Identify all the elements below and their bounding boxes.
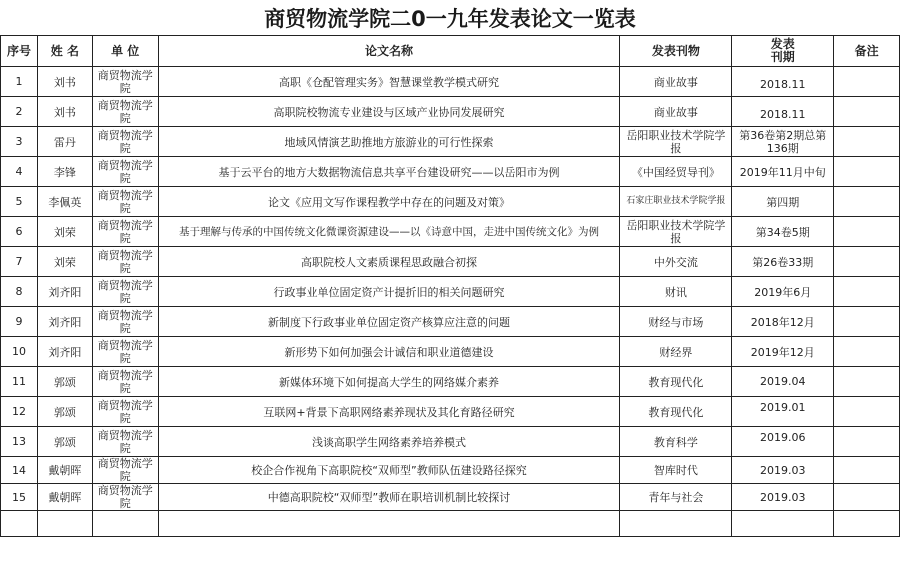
cell-name: 郭颂	[37, 367, 92, 397]
cell-period: 2018.11	[732, 97, 834, 127]
table-row	[1, 157, 900, 187]
cell-unit: 商贸物流学院	[92, 187, 158, 217]
cell-name: 李锋	[37, 157, 92, 187]
cell-name: 刘书	[37, 67, 92, 97]
cell-journal: 青年与社会	[620, 484, 732, 511]
cell-period: 2019年12月	[732, 337, 834, 367]
cell-journal: 商业故事	[620, 97, 732, 127]
cell-no: 11	[1, 367, 38, 397]
empty-cell	[37, 511, 92, 537]
header-journal: 发表刊物	[620, 36, 732, 67]
header-period-line1: 发表	[770, 37, 795, 51]
cell-paper: 高职院校人文素质课程思政融合初探	[158, 247, 620, 277]
cell-journal: 石家庄职业技术学院学报	[620, 187, 732, 217]
cell-unit: 商贸物流学院	[92, 67, 158, 97]
cell-name: 刘齐阳	[37, 337, 92, 367]
table-row	[1, 277, 900, 307]
cell-unit: 商贸物流学院	[92, 127, 158, 157]
cell-journal: 智库时代	[620, 457, 732, 484]
cell-name: 戴朝晖	[37, 457, 92, 484]
cell-period: 2018.11	[732, 67, 834, 97]
cell-no: 7	[1, 247, 38, 277]
cell-unit: 商贸物流学院	[92, 157, 158, 187]
cell-period: 2019.01	[732, 397, 834, 427]
table-row	[1, 457, 900, 484]
table-row	[1, 97, 900, 127]
table-row	[1, 217, 900, 247]
page-title: 商贸物流学院二0一九年发表论文一览表	[264, 7, 636, 31]
empty-cell	[620, 511, 732, 537]
empty-cell	[158, 511, 620, 537]
cell-no: 6	[1, 217, 38, 247]
cell-name: 刘齐阳	[37, 277, 92, 307]
cell-unit: 商贸物流学院	[92, 277, 158, 307]
cell-unit: 商贸物流学院	[92, 367, 158, 397]
cell-journal: 岳阳职业技术学院学报	[620, 217, 732, 247]
cell-remark	[834, 187, 900, 217]
empty-cell	[834, 511, 900, 537]
table-row	[1, 337, 900, 367]
cell-no: 10	[1, 337, 38, 367]
cell-unit: 商贸物流学院	[92, 484, 158, 511]
cell-no: 3	[1, 127, 38, 157]
cell-remark	[834, 367, 900, 397]
cell-period: 2019.03	[732, 484, 834, 511]
cell-journal: 岳阳职业技术学院学报	[620, 127, 732, 157]
cell-paper: 新形势下如何加强会计诚信和职业道德建设	[158, 337, 620, 367]
cell-unit: 商贸物流学院	[92, 217, 158, 247]
table-row	[1, 427, 900, 457]
cell-remark	[834, 157, 900, 187]
cell-paper: 高职院校物流专业建设与区域产业协同发展研究	[158, 97, 620, 127]
table-row	[1, 307, 900, 337]
cell-remark	[834, 217, 900, 247]
cell-unit: 商贸物流学院	[92, 427, 158, 457]
table-row	[1, 67, 900, 97]
cell-paper: 行政事业单位固定资产计提折旧的相关问题研究	[158, 277, 620, 307]
cell-journal: 财经与市场	[620, 307, 732, 337]
header-period	[732, 36, 834, 67]
cell-remark	[834, 484, 900, 511]
cell-period: 第四期	[732, 187, 834, 217]
cell-name: 刘荣	[37, 217, 92, 247]
cell-period: 2019.06	[732, 427, 834, 457]
cell-period: 2018年12月	[732, 307, 834, 337]
cell-period: 第34卷5期	[732, 217, 834, 247]
cell-remark	[834, 427, 900, 457]
table-row	[1, 397, 900, 427]
cell-no: 14	[1, 457, 38, 484]
empty-cell	[92, 511, 158, 537]
cell-paper: 基于云平台的地方大数据物流信息共享平台建设研究——以岳阳市为例	[158, 157, 620, 187]
cell-name: 雷丹	[37, 127, 92, 157]
cell-paper: 基于理解与传承的中国传统文化微课资源建设——以《诗意中国，走进中国传统文化》为例	[158, 217, 620, 247]
cell-no: 9	[1, 307, 38, 337]
cell-journal: 教育现代化	[620, 397, 732, 427]
cell-remark	[834, 97, 900, 127]
cell-no: 2	[1, 97, 38, 127]
cell-period: 2019年11月中旬	[732, 157, 834, 187]
cell-no: 13	[1, 427, 38, 457]
papers-table	[0, 35, 900, 537]
table-row	[1, 367, 900, 397]
cell-unit: 商贸物流学院	[92, 397, 158, 427]
cell-period: 2019.03	[732, 457, 834, 484]
cell-remark	[834, 307, 900, 337]
cell-remark	[834, 457, 900, 484]
cell-no: 5	[1, 187, 38, 217]
cell-paper: 校企合作视角下高职院校“双师型”教师队伍建设路径探究	[158, 457, 620, 484]
cell-no: 15	[1, 484, 38, 511]
cell-remark	[834, 247, 900, 277]
cell-paper: 新制度下行政事业单位固定资产核算应注意的问题	[158, 307, 620, 337]
cell-name: 李佩英	[37, 187, 92, 217]
cell-unit: 商贸物流学院	[92, 307, 158, 337]
cell-paper: 地域风情演艺助推地方旅游业的可行性探索	[158, 127, 620, 157]
cell-remark	[834, 67, 900, 97]
cell-remark	[834, 337, 900, 367]
cell-no: 1	[1, 67, 38, 97]
cell-no: 12	[1, 397, 38, 427]
header-row	[1, 36, 900, 67]
cell-name: 刘齐阳	[37, 307, 92, 337]
header-name: 姓 名	[37, 36, 92, 67]
header-no: 序号	[1, 36, 38, 67]
empty-row	[1, 511, 900, 537]
cell-paper: 中德高职院校“双师型”教师在职培训机制比较探讨	[158, 484, 620, 511]
header-unit: 单 位	[92, 36, 158, 67]
cell-journal: 财经界	[620, 337, 732, 367]
empty-cell	[732, 511, 834, 537]
cell-unit: 商贸物流学院	[92, 337, 158, 367]
cell-unit: 商贸物流学院	[92, 457, 158, 484]
cell-name: 刘书	[37, 97, 92, 127]
cell-paper: 互联网+背景下高职网络素养现状及其化育路径研究	[158, 397, 620, 427]
cell-unit: 商贸物流学院	[92, 97, 158, 127]
table-row	[1, 187, 900, 217]
cell-paper: 新媒体环境下如何提高大学生的网络媒介素养	[158, 367, 620, 397]
table-row	[1, 484, 900, 511]
cell-journal: 中外交流	[620, 247, 732, 277]
cell-period: 2019年6月	[732, 277, 834, 307]
cell-name: 戴朝晖	[37, 484, 92, 511]
header-paper: 论文名称	[158, 36, 620, 67]
cell-period: 第36卷第2期总第136期	[732, 127, 834, 157]
cell-name: 刘荣	[37, 247, 92, 277]
cell-paper: 论文《应用文写作课程教学中存在的问题及对策》	[158, 187, 620, 217]
cell-remark	[834, 127, 900, 157]
cell-remark	[834, 277, 900, 307]
table-row	[1, 127, 900, 157]
cell-name: 郭颂	[37, 397, 92, 427]
cell-journal: 教育现代化	[620, 367, 732, 397]
header-remark: 备注	[834, 36, 900, 67]
cell-unit: 商贸物流学院	[92, 247, 158, 277]
empty-cell	[1, 511, 38, 537]
cell-journal: 财讯	[620, 277, 732, 307]
cell-period: 第26卷33期	[732, 247, 834, 277]
table-row	[1, 247, 900, 277]
cell-journal: 商业故事	[620, 67, 732, 97]
cell-no: 8	[1, 277, 38, 307]
cell-paper: 浅谈高职学生网络素养培养模式	[158, 427, 620, 457]
cell-journal: 教育科学	[620, 427, 732, 457]
cell-journal: 《中国经贸导刊》	[620, 157, 732, 187]
cell-paper: 高职《仓配管理实务》智慧课堂教学模式研究	[158, 67, 620, 97]
cell-period: 2019.04	[732, 367, 834, 397]
cell-no: 4	[1, 157, 38, 187]
cell-name: 郭颂	[37, 427, 92, 457]
header-period-line2: 刊期	[770, 50, 795, 64]
cell-remark	[834, 397, 900, 427]
